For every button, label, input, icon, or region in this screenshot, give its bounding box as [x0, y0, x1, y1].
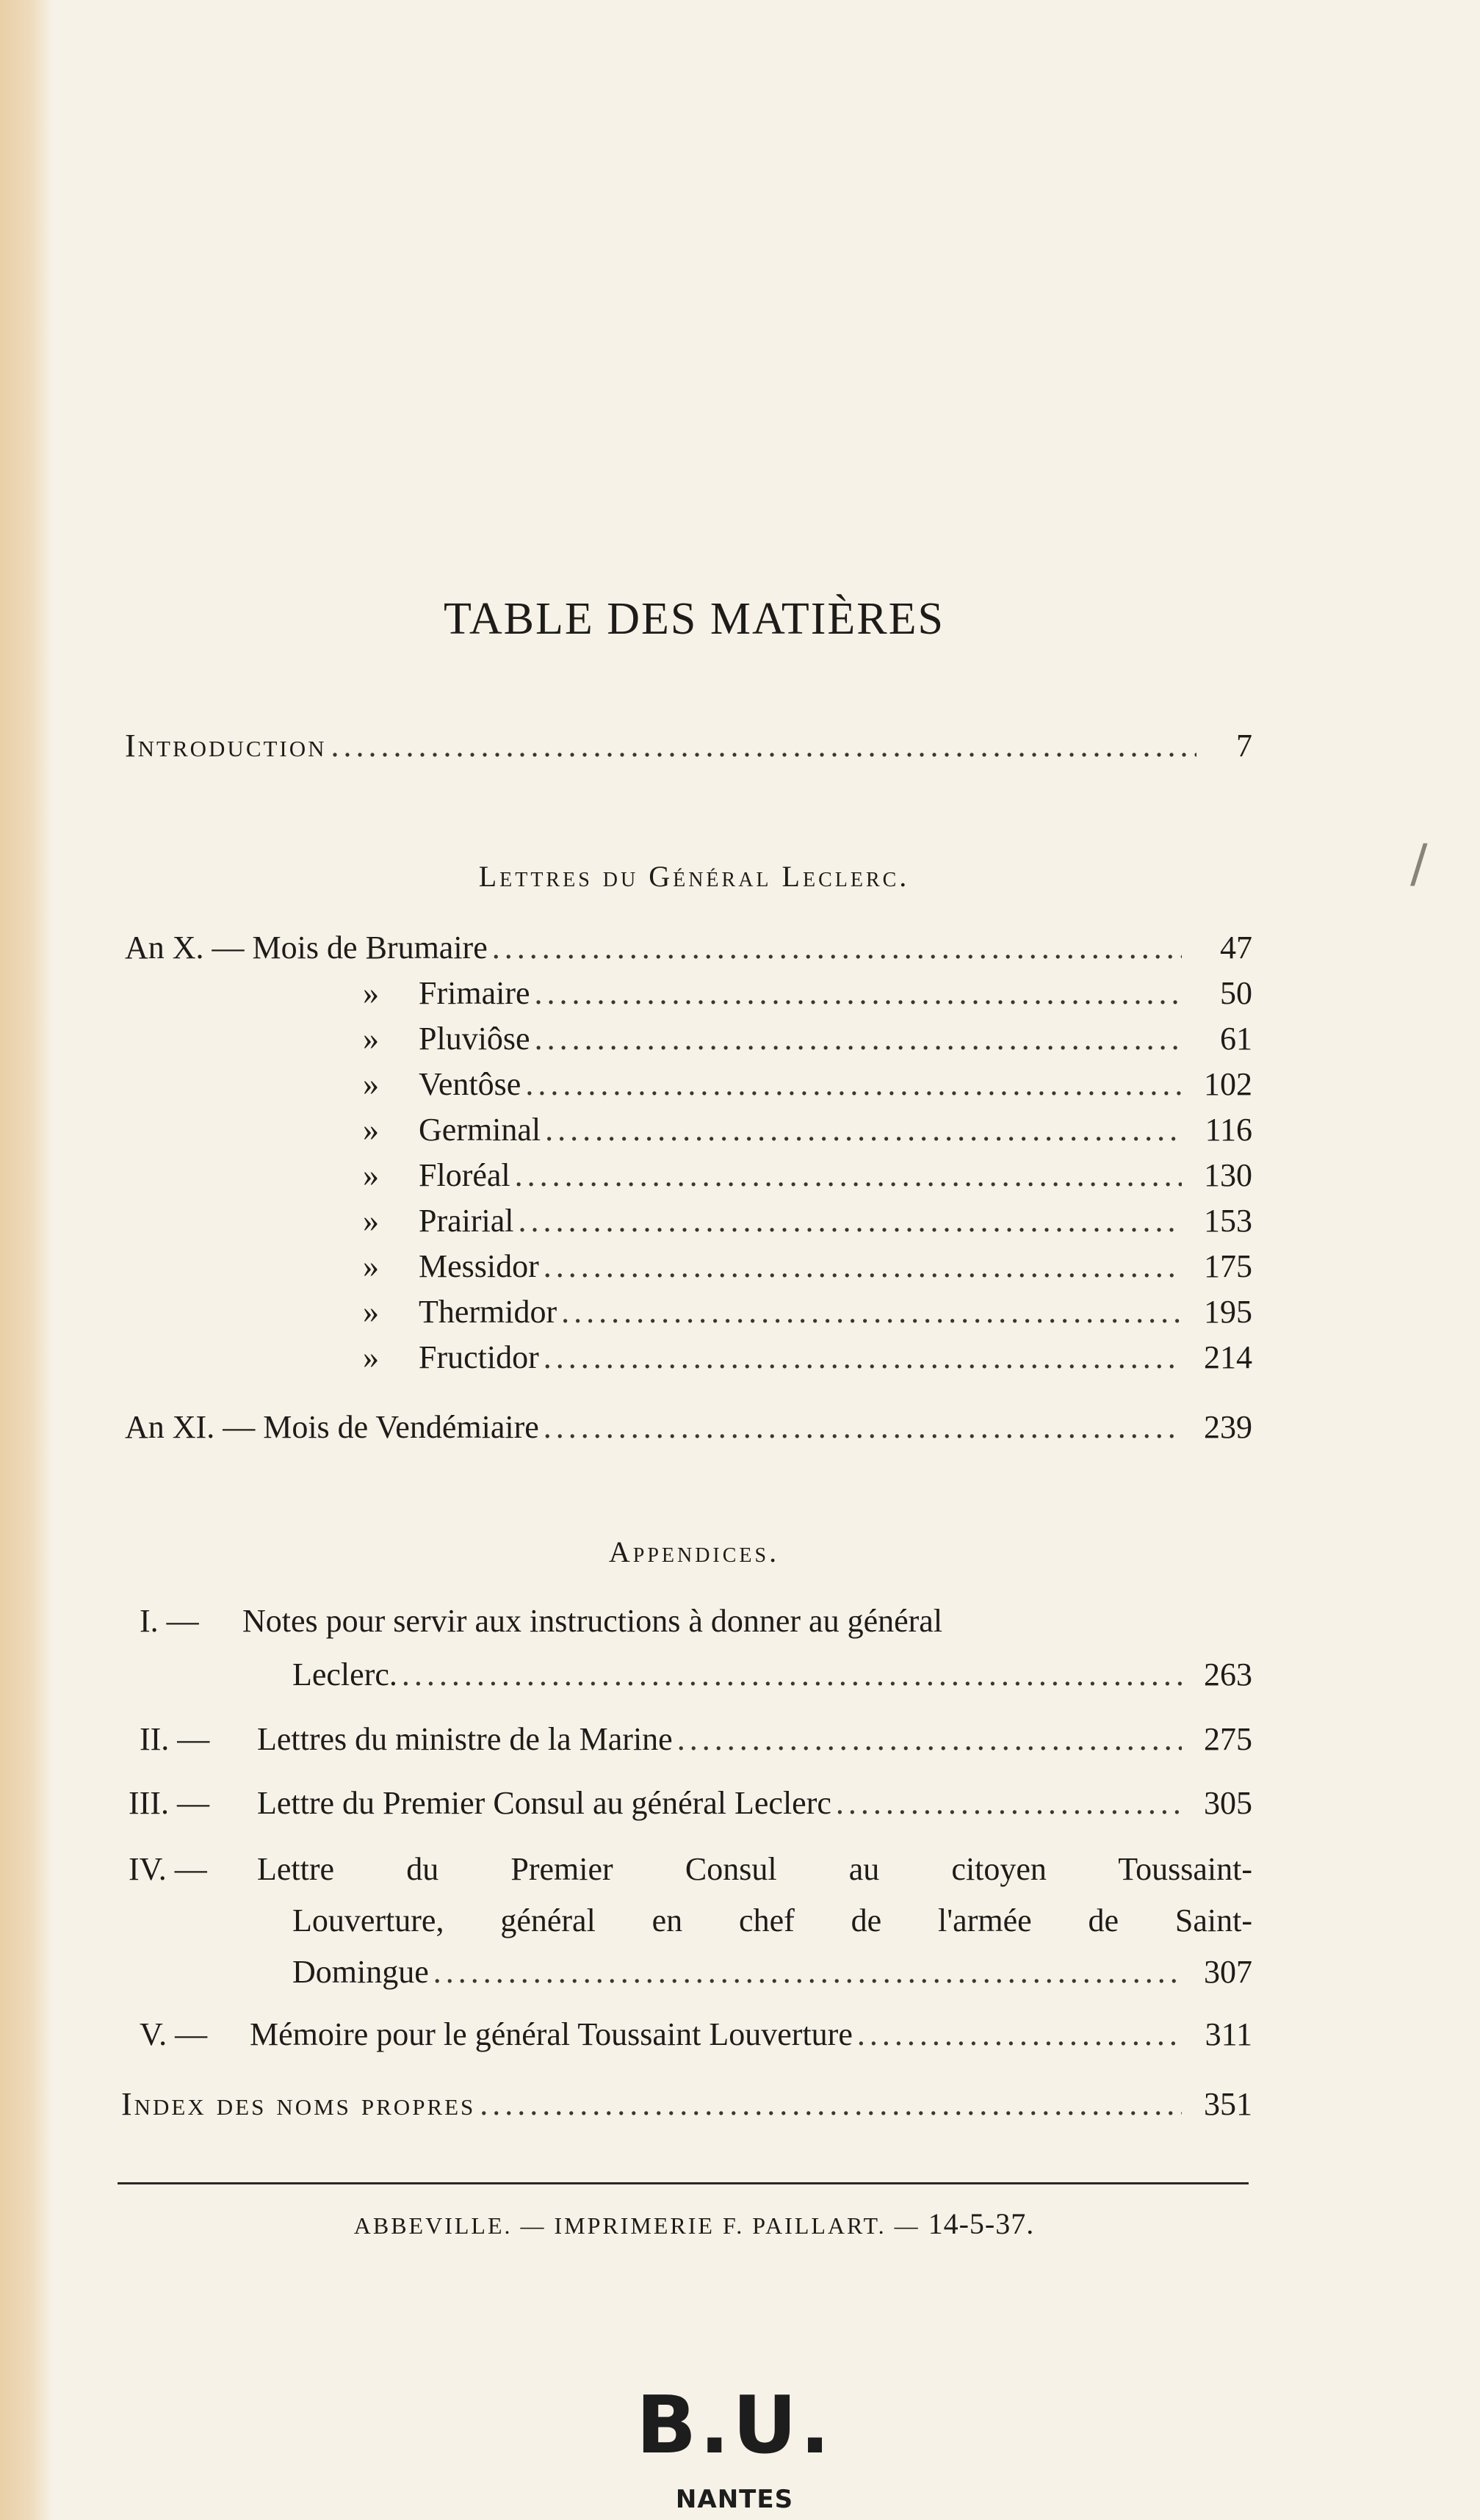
appendix-entry-1 [292, 1656, 1252, 1693]
dot-leader [525, 1065, 1182, 1103]
toc-entry-month: Brumaire [365, 930, 488, 966]
imprint-text: ABBEVILLE. — IMPRIMERIE F. PAILLART. — [353, 2212, 920, 2239]
page-title: TABLE DES MATIÈRES [443, 594, 945, 644]
ditto-mark: » [363, 1021, 379, 1057]
appendix-title-line: Lettre du Premier Consul au citoyen Toussaint- [257, 1851, 1252, 1887]
toc-entry-prefix: An X. — Mois de [125, 930, 358, 966]
toc-entry-month-row [323, 1248, 1252, 1285]
toc-entry-month: Germinal [419, 1112, 541, 1148]
toc-entry-month: Messidor [419, 1248, 539, 1284]
appendix-title: Lettre du Premier Consul au général Leclerc [257, 1785, 831, 1821]
library-stamp-city: NANTES [675, 2485, 794, 2514]
toc-entry-page: 214 [1204, 1339, 1252, 1375]
appendix-title-line: Notes pour servir aux instructions à donner au général [242, 1603, 943, 1639]
ditto-mark: » [363, 1112, 379, 1148]
toc-entry-index [121, 2085, 1252, 2123]
dot-leader [402, 1656, 1182, 1693]
toc-entry-brumaire [125, 929, 1252, 966]
toc-entry-month-row [323, 1339, 1252, 1376]
dot-leader [515, 1156, 1182, 1194]
toc-entry-page: 102 [1204, 1066, 1252, 1102]
toc-entry-month: Pluviôse [419, 1021, 530, 1057]
toc-entry-page: 239 [1204, 1409, 1252, 1445]
ditto-mark: » [363, 1248, 379, 1284]
library-stamp-name: B.U. [635, 2380, 834, 2472]
appendix-number: II. — [140, 1721, 210, 1757]
toc-entry-month: Ventôse [419, 1066, 521, 1102]
toc-entry-month: Floréal [419, 1157, 510, 1193]
section-heading-appendices: Appendices. [608, 1535, 780, 1568]
dot-leader [836, 1784, 1182, 1822]
appendix-number: IV. — [129, 1851, 207, 1887]
margin-pencil-mark: / [1410, 833, 1428, 894]
dot-leader [535, 974, 1182, 1012]
dot-leader [677, 1720, 1182, 1758]
toc-entry-label: Introduction [125, 728, 327, 764]
toc-entry-page: 275 [1204, 1721, 1252, 1757]
appendix-title: Mémoire pour le général Toussaint Louverture [250, 2016, 853, 2052]
toc-entry-month-row [323, 1065, 1252, 1103]
toc-entry-page: 175 [1204, 1248, 1252, 1284]
library-stamp [602, 2380, 867, 2514]
footer-rule [118, 2182, 1249, 2184]
toc-entry-page: 263 [1204, 1657, 1252, 1692]
appendix-entry-3 [129, 1784, 1252, 1822]
ditto-mark: » [363, 1339, 379, 1375]
dot-leader [544, 1408, 1182, 1446]
appendix-title: Lettres du ministre de la Marine [257, 1721, 673, 1757]
toc-entry-label: An XI. — Mois de Vendémiaire [125, 1409, 539, 1445]
appendix-title-line: Louverture, général en chef de l'armée de Saint- [292, 1902, 1252, 1938]
toc-entry-page: 50 [1220, 975, 1252, 1011]
imprint-date: 14-5-37. [928, 2207, 1035, 2240]
toc-entry-month: Frimaire [419, 975, 530, 1011]
toc-entry-page: 61 [1220, 1021, 1252, 1057]
toc-entry-month: Prairial [419, 1203, 514, 1239]
toc-entry-introduction [125, 727, 1252, 764]
toc-entry-page: 351 [1204, 2086, 1252, 2122]
appendix-number: III. — [129, 1785, 209, 1821]
dot-leader [545, 1111, 1182, 1148]
ditto-mark: » [363, 1157, 379, 1193]
toc-entry-page: 311 [1205, 2016, 1252, 2052]
ditto-mark: » [363, 1203, 379, 1239]
section-heading-lettres: Lettres du Général Leclerc. [478, 860, 910, 893]
toc-entry-page: 307 [1204, 1954, 1252, 1990]
appendix-entry-5 [140, 2016, 1252, 2053]
dot-leader [857, 2016, 1182, 2053]
toc-entry-page: 195 [1204, 1294, 1252, 1330]
appendix-title-line: Leclerc. [292, 1657, 397, 1692]
printer-imprint [0, 2206, 1388, 2241]
toc-entry-page: 153 [1204, 1203, 1252, 1239]
appendix-number: I. — [140, 1603, 199, 1639]
toc-entry-month-row [323, 1020, 1252, 1057]
dot-leader [519, 1202, 1182, 1239]
ditto-mark: » [363, 975, 379, 1011]
toc-entry-page: 305 [1204, 1785, 1252, 1821]
toc-entry-label: Index des noms propres [121, 2086, 476, 2122]
dot-leader [492, 929, 1182, 966]
toc-entry-vendemiaire [125, 1408, 1252, 1446]
toc-entry-month-row [323, 974, 1252, 1012]
toc-entry-month-row [323, 1293, 1252, 1330]
dot-leader [561, 1293, 1182, 1330]
dot-leader [535, 1020, 1182, 1057]
dot-leader [331, 727, 1196, 764]
toc-entry-month-row [323, 1202, 1252, 1239]
toc-entry-page: 47 [1220, 930, 1252, 966]
ditto-mark: » [363, 1294, 379, 1330]
toc-entry-page: 116 [1205, 1112, 1252, 1148]
appendix-entry-2 [140, 1720, 1252, 1758]
appendix-title-line: Domingue [292, 1954, 429, 1990]
toc-entry-month-row [323, 1111, 1252, 1148]
toc-entry-month-row [323, 1156, 1252, 1194]
toc-entry-page: 130 [1204, 1157, 1252, 1193]
dot-leader [480, 2085, 1182, 2123]
toc-entry-page: 7 [1236, 728, 1252, 764]
appendix-entry-4 [292, 1953, 1252, 1991]
ditto-mark: » [363, 1066, 379, 1102]
dot-leader [544, 1339, 1182, 1376]
page-gutter-shadow [0, 0, 53, 2520]
dot-leader [544, 1248, 1182, 1285]
dot-leader [433, 1953, 1182, 1991]
toc-entry-month: Fructidor [419, 1339, 539, 1375]
toc-entry-month: Thermidor [419, 1294, 557, 1330]
appendix-number: V. — [140, 2016, 208, 2052]
